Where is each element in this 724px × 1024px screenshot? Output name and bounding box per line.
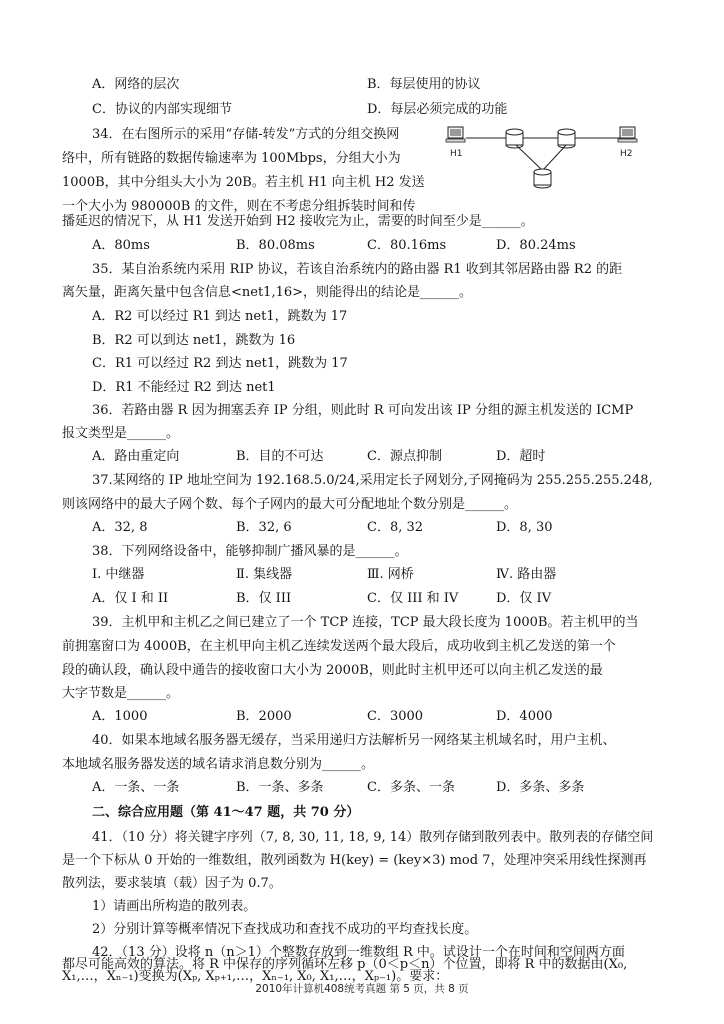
q40-option-a: A．一条、一条: [92, 780, 180, 795]
q41-subquestion: 2）分别计算等概率情况下查找成功和查找不成功的平均查找长度。: [92, 922, 478, 937]
host-h2-label: H2: [620, 149, 633, 159]
q34-option-a: A．80ms: [92, 238, 150, 253]
q34-stem-line: 络中，所有链路的数据传输速率为 100Mbps，分组大小为: [62, 151, 401, 166]
q34-stem-line: 一个大小为 980000B 的文件，则在不考虑分组拆装时间和传: [62, 199, 416, 214]
q35-stem-line: 35．某自治系统内采用 RIP 协议，若该自治系统内的路由器 R1 收到其邻居路由器 R2 的距: [92, 262, 623, 277]
q35-option-c: C．R1 可以经过 R2 到达 net1，跳数为 17: [92, 356, 348, 371]
q38-stem: 38．下列网络设备中，能够抑制广播风暴的是______。: [92, 544, 408, 559]
q34-option-b: B．80.08ms: [236, 238, 315, 253]
q39-stem-line: 大字节数是______。: [62, 686, 180, 701]
host-h1-icon: [446, 127, 465, 142]
q39-option-b: B．2000: [236, 709, 292, 724]
q36-option-d: D．超时: [496, 449, 546, 464]
q36-option-c: C．源点抑制: [367, 449, 442, 464]
section-heading: 二、综合应用题（第 41～47 题，共 70 分）: [92, 805, 360, 820]
q33-option-a: A．网络的层次: [92, 77, 180, 92]
router-right-icon: [558, 129, 575, 148]
router-bottom-icon: [534, 169, 551, 188]
q34-option-c: C．80.16ms: [367, 238, 447, 253]
q40-stem-line: 40．如果本地域名服务器无缓存，当采用递归方法解析另一网络某主机域名时，用户主机、: [92, 733, 616, 748]
q35-option-b: B．R2 可以到达 net1，跳数为 16: [92, 333, 296, 348]
q40-option-c: C．多条、一条: [367, 780, 455, 795]
q42-stem-line: 都尽可能高效的算法。将 R 中保存的序列循环左移 p（0＜p＜n）个位置，即将 R 中的数据由(X₀,: [62, 957, 628, 972]
q38-option-d: D．仅 IV: [496, 591, 552, 606]
q35-option-d: D．R1 不能经过 R2 到达 net1: [92, 380, 276, 395]
q38-option-b: B．仅 III: [236, 591, 292, 606]
q41-stem-line: 41．（10 分）将关键字序列（7, 8, 30, 11, 18, 9, 14）散列存储到散列表中。散列表的存储空间: [92, 830, 654, 845]
q38-option-c: C．仅 III 和 IV: [367, 591, 459, 606]
q41-subquestion: 1）请画出所构造的散列表。: [92, 899, 257, 914]
q40-option-d: D．多条、多条: [496, 780, 585, 795]
q36-option-b: B．目的不可达: [236, 449, 324, 464]
q38-device: Ⅳ. 路由器: [496, 567, 557, 582]
q33-option-d: D．每层必须完成的功能: [367, 102, 508, 117]
q37-stem-line: 37.某网络的 IP 地址空间为 192.168.5.0/24,采用定长子网划分,子网掩码为 255.255.255.248,: [92, 473, 653, 488]
q39-option-a: A．1000: [92, 709, 148, 724]
q39-option-c: C．3000: [367, 709, 424, 724]
q37-option-c: C．8, 32: [367, 520, 424, 535]
q41-stem-line: 散列法，要求装填（载）因子为 0.7。: [62, 876, 282, 891]
q37-option-a: A．32, 8: [92, 520, 148, 535]
q35-stem-line: 离矢量，距离矢量中包含信息<net1,16>，则能得出的结论是______。: [62, 285, 473, 300]
q38-device: Ⅲ. 网桥: [367, 567, 414, 582]
q39-stem-line: 39．主机甲和主机乙之间已建立了一个 TCP 连接，TCP 最大段长度为 1000B。若主机甲的当: [92, 615, 639, 630]
q41-stem-line: 是一个下标从 0 开始的一维数组，散列函数为 H(key) = (key×3) mod 7，处理冲突采用线性探测再: [62, 853, 647, 868]
q38-device: Ⅱ. 集线器: [236, 567, 293, 582]
q34-stem-line: 34．在右图所示的采用“存储-转发”方式的分组交换网: [92, 127, 400, 142]
q42-stem-line: X₁,…，Xₙ₋₁)变换为(Xₚ, Xₚ₊₁,…，Xₙ₋₁, X₀, X₁,…，Xₚ₋₁)。要求：: [62, 969, 449, 984]
page-footer: 2010年计算机408统考真题 第 5 页，共 8 页: [255, 983, 469, 995]
packet-switching-network-figure: [444, 120, 640, 206]
q36-stem-line: 36．若路由器 R 因为拥塞丢弃 IP 分组，则此时 R 可向发出该 IP 分组的源主机发送的 ICMP: [92, 403, 634, 418]
q42-stem-line: 42．（13 分）设将 n（n＞1）个整数存放到一维数组 R 中。试设计一个在时间和空间两方面: [92, 945, 625, 960]
q37-option-d: D．8, 30: [496, 520, 553, 535]
q36-option-a: A．路由重定向: [92, 449, 180, 464]
q33-option-c: C．协议的内部实现细节: [92, 102, 232, 117]
q36-stem-line: 报文类型是______。: [62, 426, 180, 441]
q37-option-b: B．32, 6: [236, 520, 292, 535]
host-h1-label: H1: [450, 149, 463, 159]
q33-option-b: B．每层使用的协议: [367, 77, 481, 92]
q34-stem-line: 播延迟的情况下，从 H1 发送开始到 H2 接收完为止，需要的时间至少是______。: [62, 214, 534, 229]
q39-option-d: D．4000: [496, 709, 553, 724]
q39-stem-line: 段的确认段，确认段中通告的接收窗口大小为 2000B，则此时主机甲还可以向主机乙发送的最: [62, 663, 603, 678]
router-left-icon: [506, 129, 523, 148]
q35-option-a: A．R2 可以经过 R1 到达 net1，跳数为 17: [92, 309, 348, 324]
q38-device: Ⅰ. 中继器: [92, 567, 145, 582]
q40-stem-line: 本地域名服务器发送的域名请求消息数分别为______。: [62, 757, 375, 772]
q39-stem-line: 前拥塞窗口为 4000B，在主机甲向主机乙连续发送两个最大段后，成功收到主机乙发送的第一个: [62, 639, 616, 654]
q34-option-d: D．80.24ms: [496, 238, 576, 253]
q37-stem-line: 则该网络中的最大子网个数、每个子网内的最大可分配地址个数分别是______。: [62, 497, 518, 512]
q34-stem-line: 1000B，其中分组头大小为 20B。若主机 H1 向主机 H2 发送: [62, 175, 425, 190]
q40-option-b: B．一条、多条: [236, 780, 324, 795]
q38-option-a: A．仅 I 和 II: [92, 591, 169, 606]
host-h2-icon: [618, 127, 637, 142]
